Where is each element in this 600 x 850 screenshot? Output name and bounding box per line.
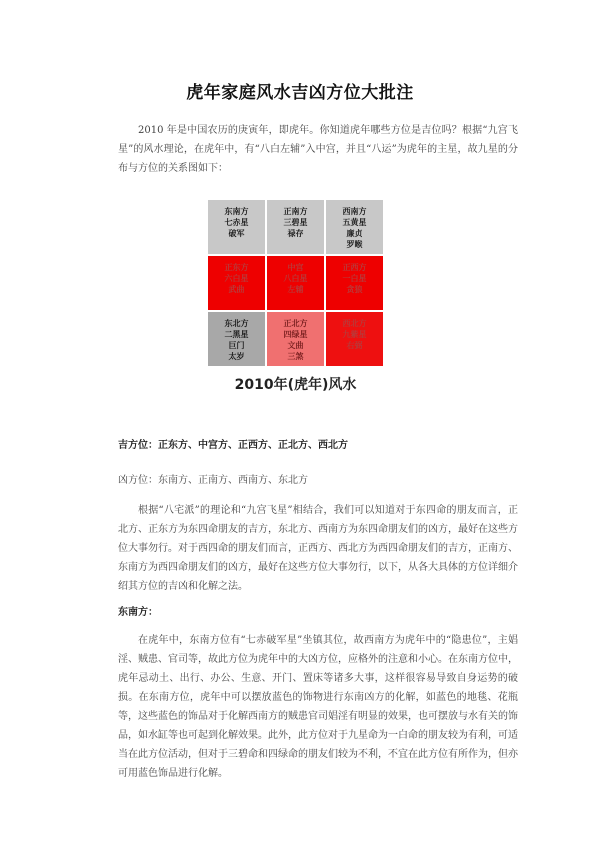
grid-cell-line: 太岁 [228,352,245,361]
grid-cell-line: 八白星 [283,274,308,283]
grid-cell-line: 贪狼 [346,285,363,294]
grid-cell-line: 东南方 [224,207,249,216]
grid-cell-line: 巨门 [228,341,245,350]
nine-star-grid [207,199,384,367]
grid-cell-line: 右弼 [346,341,363,350]
auspicious-directions: 吉方位：正东方、中宫方、正西方、正北方、西北方 [118,440,348,451]
southeast-paragraph: 在虎年中，东南方位有“七赤破军星”坐镇其位，故西南方为虎年中的“隐患位”，主娼淫、贼患、官司等，故此方位为虎年中的大凶方位，应格外的注意和小心。在东南方位中，虎年忌动土、出行、办公、生意、开门、置床等诸多大事，这样很容易导致自身运势的破损。在东南方位，虎年中可以摆放蓝色的饰物进行东南凶方的化解，如蓝色的地毯、花瓶等，这些蓝色的饰品对于化解西南方的贼患官司娼淫有明显的效果，也可摆放与水有关的饰品，如水缸等也可起到化解效果。此外，此方位对于九星命为一白命的朋友较为有利，可适当在此方位活动，但对于三碧命和四绿命的朋友们较为不利，不宜在此方位有所作为，但亦可用蓝色饰品进行化解。 [118,635,518,779]
grid-cell-line: 武曲 [228,285,245,294]
intro-paragraph: 2010 年是中国农历的庚寅年，即虎年。你知道虎年哪些方位是吉位吗？根据“九宫飞星”的风水理论，在虎年中，有“八白左辅”入中宫，并且“八运”为虎年的主星，故九星的分布与方位的关系图如下： [118,125,518,174]
grid-cell-line: 七赤星 [224,218,249,227]
grid-cell-line: 正南方 [283,207,308,216]
grid-cell [325,199,384,255]
grid-cell [266,199,325,255]
grid-cell-line: 东北方 [224,319,249,328]
grid-cell-line: 中宫 [287,263,304,272]
grid-cell [266,255,325,311]
grid-caption: 2010年(虎年)风水 [234,377,357,393]
grid-cell-line: 二黑星 [224,330,249,339]
grid-cell [207,311,266,367]
grid-cell-line: 正东方 [224,263,249,272]
grid-cell-line: 西南方 [342,207,367,216]
grid-cell-line: 正西方 [342,263,367,272]
page-title: 虎年家庭风水吉凶方位大批注 [186,83,414,103]
grid-cell [266,311,325,367]
grid-cell-line: 一白星 [342,274,367,283]
section-heading-southeast: 东南方： [118,607,158,618]
grid-cell-line: 破军 [228,229,245,238]
grid-cell-line: 三煞 [287,352,304,361]
grid-cell [207,199,266,255]
grid-cell-line: 左辅 [287,285,304,294]
grid-cell-line: 禄存 [287,229,304,238]
grid-cell [207,255,266,311]
grid-cell-line: 五黄星 [342,218,367,227]
grid-cell-line: 六白星 [224,274,249,283]
grid-cell-line: 四绿星 [283,330,308,339]
grid-cell-line: 廉贞 [346,229,363,238]
inauspicious-directions: 凶方位：东南方、正南方、西南方、东北方 [118,475,308,486]
grid-cell-line: 正北方 [283,319,308,328]
grid-cell [325,255,384,311]
grid-cell-line: 文曲 [287,341,304,350]
grid-cell-line: 西北方 [342,319,367,328]
theory-paragraph: 根据“八宅派”的理论和“九宫飞星”相结合，我们可以知道对于东四命的朋友而言，正北方、正东方为东四命朋友的吉方，东北方、西南方为东四命朋友们的凶方，最好在这些方位大事勿行。对于西四命的朋友们而言，正西方、西北方为西四命朋友们的吉方，正南方、东南方为西四命朋友们的凶方，最好在这些方位大事勿行，以下，从各大具体的方位详细介绍其方位的吉凶和化解之法。 [118,505,518,592]
grid-cell [325,311,384,367]
grid-cell-line: 罗睺 [346,240,363,249]
grid-cell-line: 三碧星 [283,218,308,227]
grid-cell-line: 九紫星 [342,330,367,339]
